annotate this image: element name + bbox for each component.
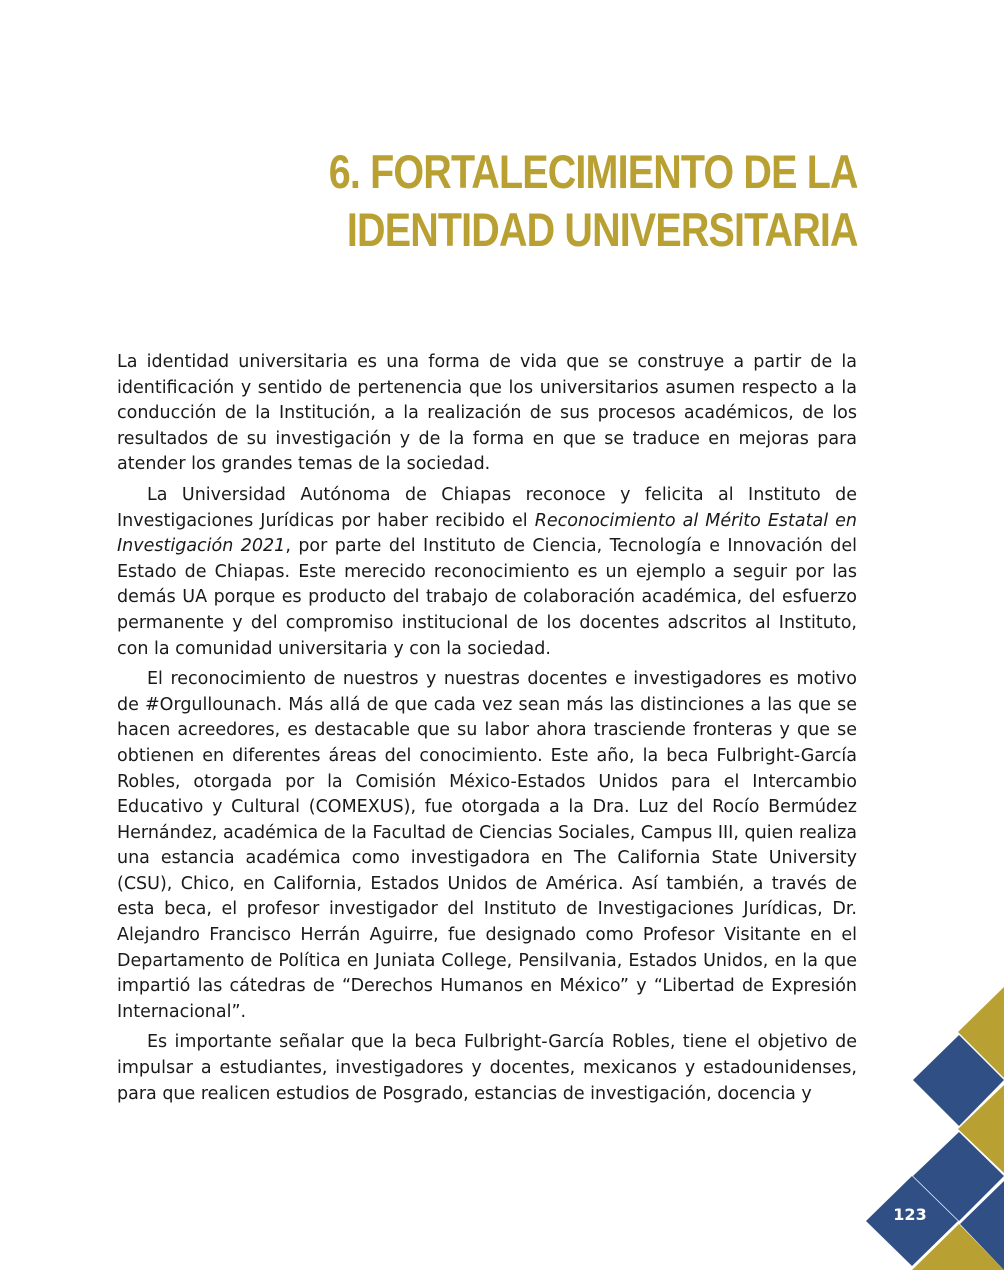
paragraph-3: El reconocimiento de nuestros y nuestras docentes e investigadores es motivo de #Orgullounach. Más allá de que cada vez sean más las distinciones a las que se hacen acreedores, es destacable que su labor ahora trasciende fronteras y que se obtienen en diferentes áreas del conocimiento. Este año, la beca Fulbright-García Robles, otorgada por la Comisión México-Estados Unidos para el Intercambio Educativo y Cultural (COMEXUS), fue otorgada a la Dra. Luz del Rocío Bermúdez Hernández, académica de la Facultad de Ciencias Sociales, Campus III, quien realiza una estancia académica como investigadora en The California State University (CSU), Chico, en California, Estados Unidos de América. Así también, a través de esta beca, el profesor investigador del Instituto de Investigaciones Jurídicas, Dr. Alejandro Francisco Herrán Aguirre, fue designado como Profesor Visitante en el Departamento de Política en Juniata College, Pensilvania, Estados Unidos, en la que impartió las cátedras de “Derechos Humanos en México” y “Libertad de Expresión Internacional”. [117, 669, 857, 1022]
award-name: Reconocimiento al Mérito Estatal en Investigación 2021 [117, 510, 857, 557]
chapter-title-line-2: IDENTIDAD UNIVERSITARIA [347, 203, 858, 257]
chapter-title-line-1: 6. FORTALECIMIENTO DE LA [329, 145, 858, 199]
paragraph-4: Es importante señalar que la beca Fulbright-García Robles, tiene el objetivo de impulsar a estudiantes, investigadores y docentes, mexicanos y estadounidenses, para que realicen estudios de Posgrado, estancias de investigación, docencia y [117, 1032, 857, 1104]
page-number: 123 [893, 1205, 927, 1224]
paragraph-1: La identidad universitaria es una forma de vida que se construye a partir de la identificación y sentido de pertenencia que los universitarios asumen respecto a la conducción de la Institución, a la realización de sus procesos académicos, de los resultados de su investigación y de la forma en que se traduce en mejoras para atender los grandes temas de la sociedad. [117, 352, 857, 475]
paragraph-2-end: , por parte del Instituto de Ciencia, Tecnología e Innovación del Estado de Chiapas. Este merecido reconocimiento es un ejemplo a seguir por las demás UA porque es producto del trabajo de colaboración académica, del esfuerzo permanente y del compromiso institucional de los docentes adscritos al Instituto, con la comunidad universitaria y con la sociedad. [117, 536, 857, 659]
paragraph-2-start: La Universidad Autónoma de Chiapas reconoce y felicita al Instituto de Investigaciones Jurídicas por haber recibido el [117, 484, 857, 531]
